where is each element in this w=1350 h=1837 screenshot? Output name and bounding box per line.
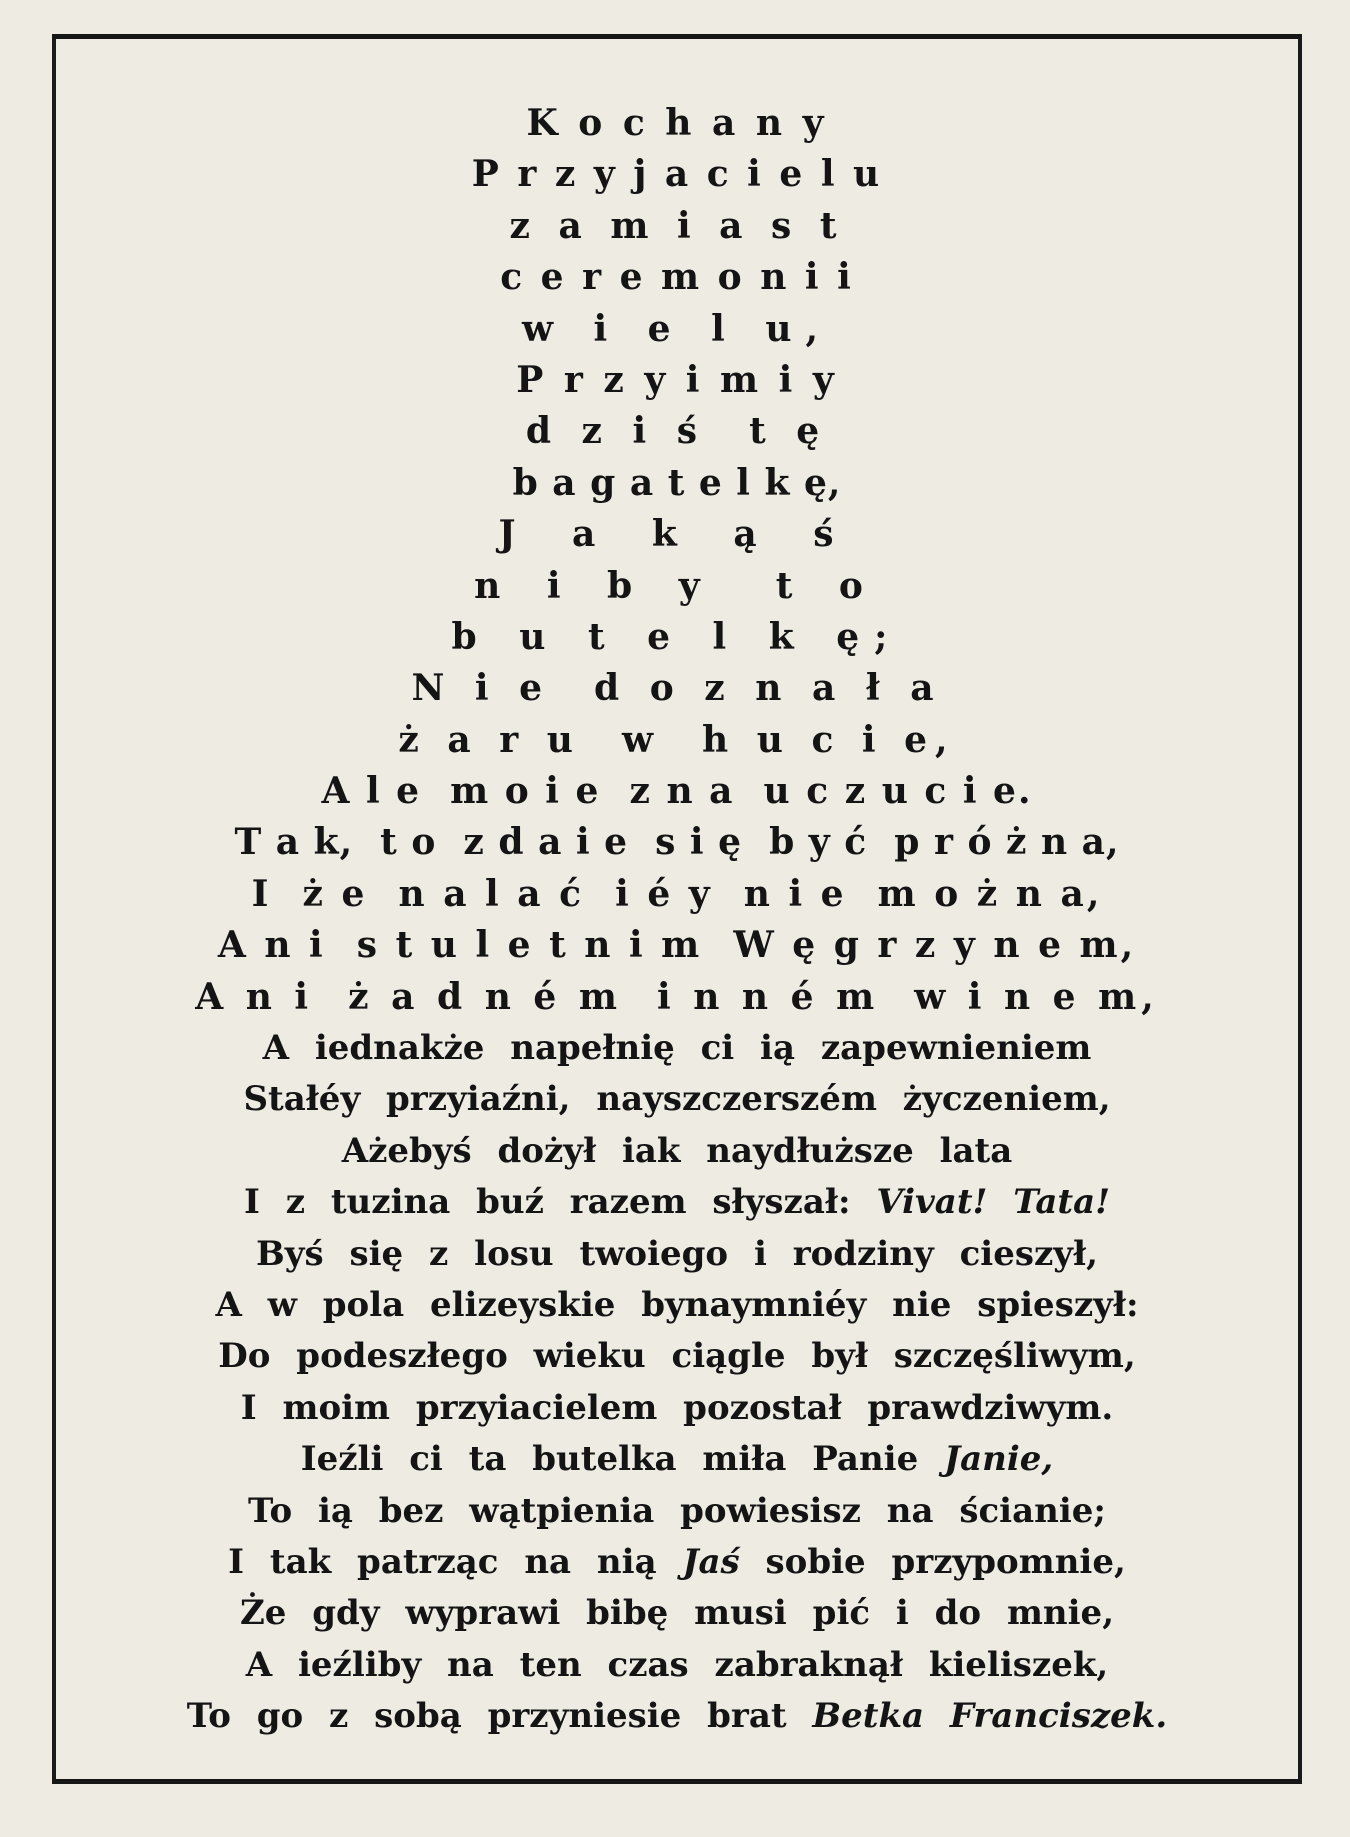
poem-text: Ieźli ci ta butelka miła Panie [300,1439,945,1480]
poem-italic-text: Vivat! Tata! [876,1182,1111,1223]
poem-line: P r z y j a c i e l u [471,153,883,196]
poem-text: Do podeszłego wieku ciągle był szczęśliwym, [218,1336,1136,1377]
bottle-shaped-stanza [52,98,1302,1023]
poem-line [52,1640,1302,1691]
poem-text: A ieźliby na ten czas zabraknął kieliszek, [245,1644,1109,1685]
poem-italic-text: Betka Franciszek. [812,1696,1168,1737]
poem-text: A iednakże napełnię ci ią zapewnieniem [262,1028,1092,1069]
poem-line: w i e l u, [521,307,833,350]
poem-italic-text: Jaś [682,1541,740,1582]
poem-line: d z i ś t ę [525,410,829,453]
poem-line: I ż e n a l a ć i é y n i e m o ż n a, [251,872,1103,915]
poem-text: To ią bez wątpienia powiesisz na ścianie; [248,1490,1106,1531]
poem-text: I moim przyiacielem pozostał prawdziwym. [240,1387,1114,1428]
poem-text: sobie przypomnie, [739,1541,1126,1582]
poem-line [52,1434,1302,1485]
poem-line: N i e d o z n a ł a [411,667,943,710]
poem-line [52,1537,1302,1588]
poem-line [52,1074,1302,1125]
poem-line: A l e m o i e z n a u c z u c i e. [321,770,1033,813]
shaped-poem [52,98,1302,1743]
poem-text: A w pola elizeyskie bynaymniéy nie spieszył: [215,1284,1139,1325]
poem-line: A n i ż a d n é m i n n é m w i n e m, [195,975,1159,1018]
poem-line: b u t e l k ę; [451,615,903,658]
poem-line [52,1486,1302,1537]
poem-line: J a k ą ś [498,513,856,556]
poem-line: n i b y t o [474,564,880,607]
poem-line [52,1023,1302,1074]
poem-line [52,1280,1302,1331]
poem-line: ż a r u w h u c i e, [398,718,956,761]
poem-line: z a m i a s t [509,204,845,247]
poem-text: To go z sobą przyniesie brat [186,1696,813,1737]
poem-line: A n i s t u l e t n i m W ę g r z y n e m, [217,924,1137,967]
poem-line [52,1331,1302,1382]
poem-text: Że gdy wyprawi bibę musi pić i do mnie, [239,1593,1115,1634]
poem-line [52,1126,1302,1177]
poem-line [52,1229,1302,1280]
poem-text: Ażebyś dożył iak naydłuższe lata [341,1130,1013,1171]
poem-text: Stałéy przyiaźni, nayszczerszém życzeniem, [243,1079,1111,1120]
poem-text: Byś się z losu twoiego i rodziny cieszył, [256,1233,1098,1274]
poem-body-stanza [52,1023,1302,1742]
poem-line [52,1383,1302,1434]
poem-text: I z tuzina buź razem słyszał: [243,1182,877,1223]
poem-line [52,1177,1302,1228]
poem-line: K o c h a n y [526,102,828,144]
poem-text: I tak patrząc na nią [228,1541,683,1582]
poem-line: c e r e m o n i i [500,256,854,299]
poem-line: T a k, t o z d a i e s i ę b y ć p r ó ż n a, [234,821,1120,864]
poem-line [52,1588,1302,1639]
poem-line [52,1691,1302,1742]
poem-line: b a g a t e l k ę, [512,461,842,504]
poem-line: P r z y i m i y [516,358,838,401]
poem-italic-text: Janie, [944,1439,1054,1480]
